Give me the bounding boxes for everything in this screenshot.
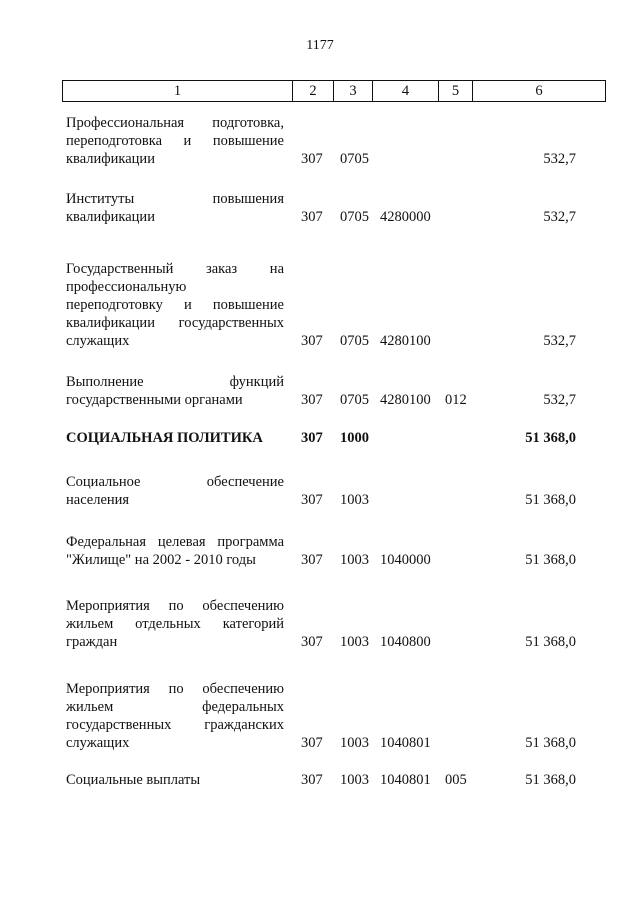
cell-col-6: 51 368,0 — [525, 552, 576, 568]
row-description-line: граждан — [66, 634, 118, 650]
column-header-6: 6 — [535, 83, 543, 99]
cell-col-2: 307 — [301, 492, 323, 508]
row-description — [66, 190, 284, 226]
cell-col-2: 307 — [301, 209, 323, 225]
cell-col-2: 307 — [301, 392, 323, 408]
row-description-line: служащих — [66, 333, 130, 349]
cell-col-3: 1003 — [340, 772, 369, 788]
cell-col-6: 532,7 — [543, 333, 576, 349]
cell-col-6: 532,7 — [543, 209, 576, 225]
row-description-line: государственными органами — [66, 392, 243, 408]
cell-col-6: 51 368,0 — [525, 735, 576, 751]
row-description-line: "Жилище" на 2002 - 2010 годы — [66, 552, 256, 568]
cell-col-4: 4280000 — [380, 209, 431, 225]
row-description — [66, 473, 284, 509]
cell-col-4: 4280100 — [380, 333, 431, 349]
cell-col-4: 1040801 — [380, 772, 431, 788]
row-description — [66, 260, 284, 350]
cell-col-3: 0705 — [340, 151, 369, 167]
row-description-line: жильем федеральных — [66, 699, 284, 715]
cell-col-4: 1040801 — [380, 735, 431, 751]
cell-col-2: 307 — [301, 634, 323, 650]
row-description-line: Выполнение функций — [66, 374, 284, 390]
cell-col-6: 51 368,0 — [525, 492, 576, 508]
cell-col-6: 51 368,0 — [525, 634, 576, 650]
cell-col-3: 1000 — [340, 430, 369, 446]
cell-col-3: 1003 — [340, 552, 369, 568]
column-header-1: 1 — [63, 81, 293, 101]
cell-col-2: 307 — [301, 772, 323, 788]
row-description-line: населения — [66, 492, 130, 508]
row-description-line: переподготовку и повышение — [66, 297, 284, 313]
row-description-line: квалификации — [66, 151, 155, 167]
cell-col-4: 1040800 — [380, 634, 431, 650]
row-description-line: Мероприятия по обеспечению — [66, 681, 284, 697]
cell-col-4: 1040000 — [380, 552, 431, 568]
row-description-line: квалификации государственных — [66, 315, 284, 331]
cell-col-2: 307 — [301, 552, 323, 568]
row-description-line: профессиональную — [66, 279, 187, 295]
cell-col-5: 012 — [445, 392, 467, 408]
row-description-line: переподготовка и повышение — [66, 133, 284, 149]
table-header — [62, 80, 606, 102]
row-description-line: служащих — [66, 735, 130, 751]
cell-col-6: 532,7 — [543, 392, 576, 408]
cell-col-6: 51 368,0 — [525, 772, 576, 788]
row-description — [66, 114, 284, 168]
row-description — [66, 771, 284, 789]
column-header-3: 3 — [334, 81, 373, 101]
cell-col-2: 307 — [301, 333, 323, 349]
row-description — [66, 597, 284, 651]
row-description — [66, 429, 284, 447]
cell-col-4: 4280100 — [380, 392, 431, 408]
page-number: 1177 — [306, 38, 334, 53]
row-description-line: СОЦИАЛЬНАЯ ПОЛИТИКА — [66, 430, 263, 446]
cell-col-3: 1003 — [340, 735, 369, 751]
row-description-line: квалификации — [66, 209, 155, 225]
row-description — [66, 373, 284, 409]
cell-col-6: 532,7 — [543, 151, 576, 167]
column-header-2: 2 — [293, 81, 334, 101]
row-description — [66, 533, 284, 569]
cell-col-2: 307 — [301, 151, 323, 167]
row-description-line: Профессиональная подготовка, — [66, 115, 284, 131]
cell-col-3: 0705 — [340, 392, 369, 408]
row-description-line: Социальные выплаты — [66, 772, 201, 788]
column-header-5: 5 — [439, 81, 473, 101]
row-description-line: Государственный заказ на — [66, 261, 284, 277]
row-description-line: жильем отдельных категорий — [66, 616, 284, 632]
cell-col-3: 0705 — [340, 209, 369, 225]
cell-col-3: 0705 — [340, 333, 369, 349]
row-description-line: Мероприятия по обеспечению — [66, 598, 284, 614]
row-description-line: Федеральная целевая программа — [66, 534, 284, 550]
cell-col-3: 1003 — [340, 492, 369, 508]
cell-col-5: 005 — [445, 772, 467, 788]
row-description — [66, 680, 284, 752]
row-description-line: Социальное обеспечение — [66, 474, 284, 490]
column-header-4: 4 — [373, 81, 439, 101]
cell-col-6: 51 368,0 — [525, 430, 576, 446]
cell-col-3: 1003 — [340, 634, 369, 650]
cell-col-2: 307 — [301, 430, 323, 446]
cell-col-2: 307 — [301, 735, 323, 751]
row-description-line: государственных гражданских — [66, 717, 284, 733]
row-description-line: Институты повышения — [66, 191, 284, 207]
